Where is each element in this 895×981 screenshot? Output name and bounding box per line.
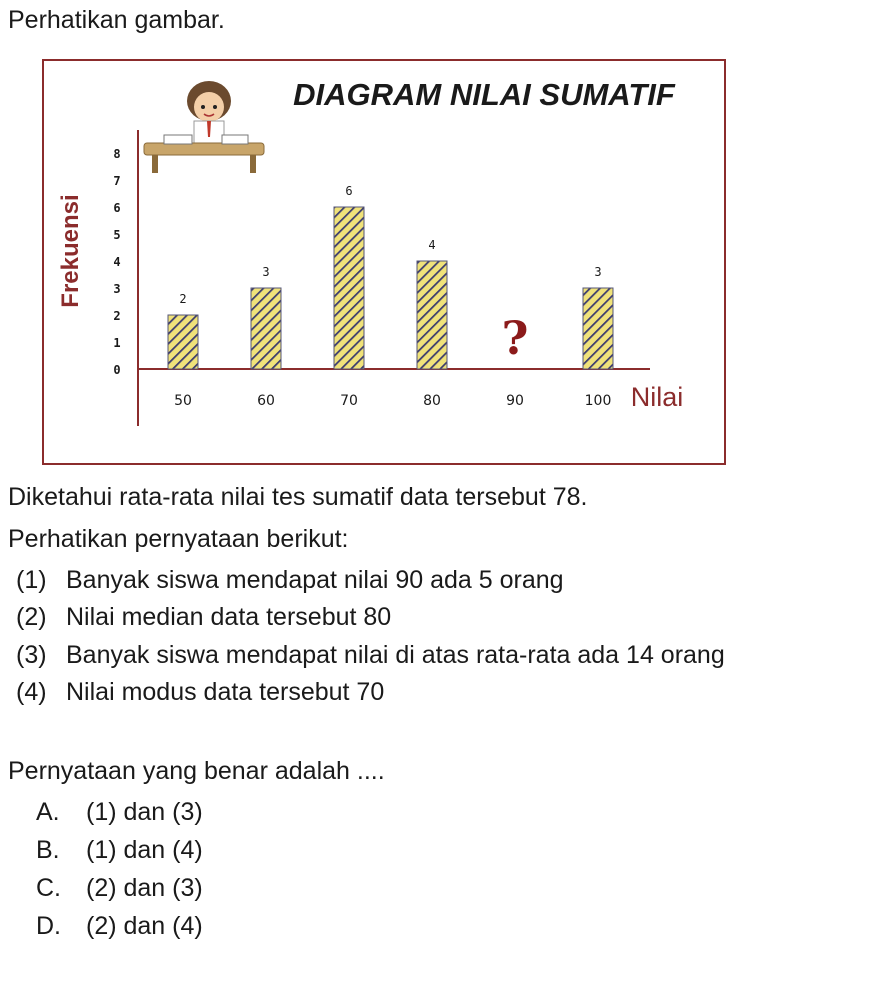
y-tick-label: 6	[113, 201, 121, 215]
option-text: (2) dan (4)	[86, 912, 203, 940]
y-tick-label: 2	[113, 309, 121, 323]
statement-number: (3)	[16, 641, 47, 669]
x-tick-label: 70	[340, 393, 358, 409]
option-text: (2) dan (3)	[86, 874, 203, 902]
x-axis-label: Nilai	[630, 382, 684, 412]
bar-80	[417, 261, 447, 369]
x-tick-label: 90	[506, 393, 524, 409]
x-tick-label: 80	[423, 393, 441, 409]
statement-number: (4)	[16, 678, 47, 706]
y-tick-label: 1	[113, 336, 121, 350]
statement-item	[16, 677, 384, 707]
value-label: 4	[428, 238, 436, 252]
bar-chart	[44, 61, 728, 467]
option-a[interactable]	[36, 797, 203, 827]
y-tick-label: 7	[113, 174, 121, 188]
option-letter: D.	[36, 912, 61, 940]
statement-number: (1)	[16, 566, 47, 594]
statement-text: Nilai modus data tersebut 70	[66, 678, 385, 706]
option-letter: C.	[36, 874, 61, 902]
option-letter: A.	[36, 798, 60, 826]
bar-50	[168, 315, 198, 369]
student-mascot-icon	[144, 81, 264, 173]
option-b[interactable]	[36, 835, 203, 865]
bar-100	[583, 288, 613, 369]
y-tick-label: 0	[113, 363, 121, 377]
x-tick-label: 60	[257, 393, 275, 409]
y-tick-label: 4	[113, 255, 121, 269]
statement-number: (2)	[16, 603, 47, 631]
statement-text: Nilai median data tersebut 80	[66, 603, 392, 631]
option-text: (1) dan (4)	[86, 836, 203, 864]
question-text: Pernyataan yang benar adalah ....	[8, 757, 385, 785]
value-label: 3	[262, 265, 270, 279]
option-text: (1) dan (3)	[86, 798, 203, 826]
bar-70	[334, 207, 364, 369]
x-tick-label: 100	[584, 393, 612, 409]
given-text: Diketahui rata-rata nilai tes sumatif data tersebut 78.	[8, 483, 588, 511]
unknown-value-label: ?	[501, 311, 529, 365]
statement-text: Banyak siswa mendapat nilai 90 ada 5 orang	[66, 566, 564, 594]
y-tick-label: 8	[113, 147, 121, 161]
statement-text: Banyak siswa mendapat nilai di atas rata-rata ada 14 orang	[66, 641, 725, 669]
option-d[interactable]	[36, 911, 203, 941]
x-tick-label: 50	[174, 393, 192, 409]
statement-item	[16, 602, 391, 632]
option-letter: B.	[36, 836, 60, 864]
statement-header: Perhatikan pernyataan berikut:	[8, 525, 349, 553]
value-label: 2	[179, 292, 187, 306]
intro-text: Perhatikan gambar.	[8, 6, 225, 34]
value-label: 6	[345, 184, 353, 198]
y-tick-label: 5	[113, 228, 121, 242]
value-label: 3	[594, 265, 602, 279]
bar-60	[251, 288, 281, 369]
option-c[interactable]	[36, 873, 203, 903]
y-tick-label: 3	[113, 282, 121, 296]
statement-item	[16, 640, 725, 670]
chart-title: DIAGRAM NILAI SUMATIF	[293, 77, 675, 112]
statement-item	[16, 565, 564, 595]
y-axis-label: Frekuensi	[57, 194, 84, 308]
chart-frame	[42, 59, 726, 465]
